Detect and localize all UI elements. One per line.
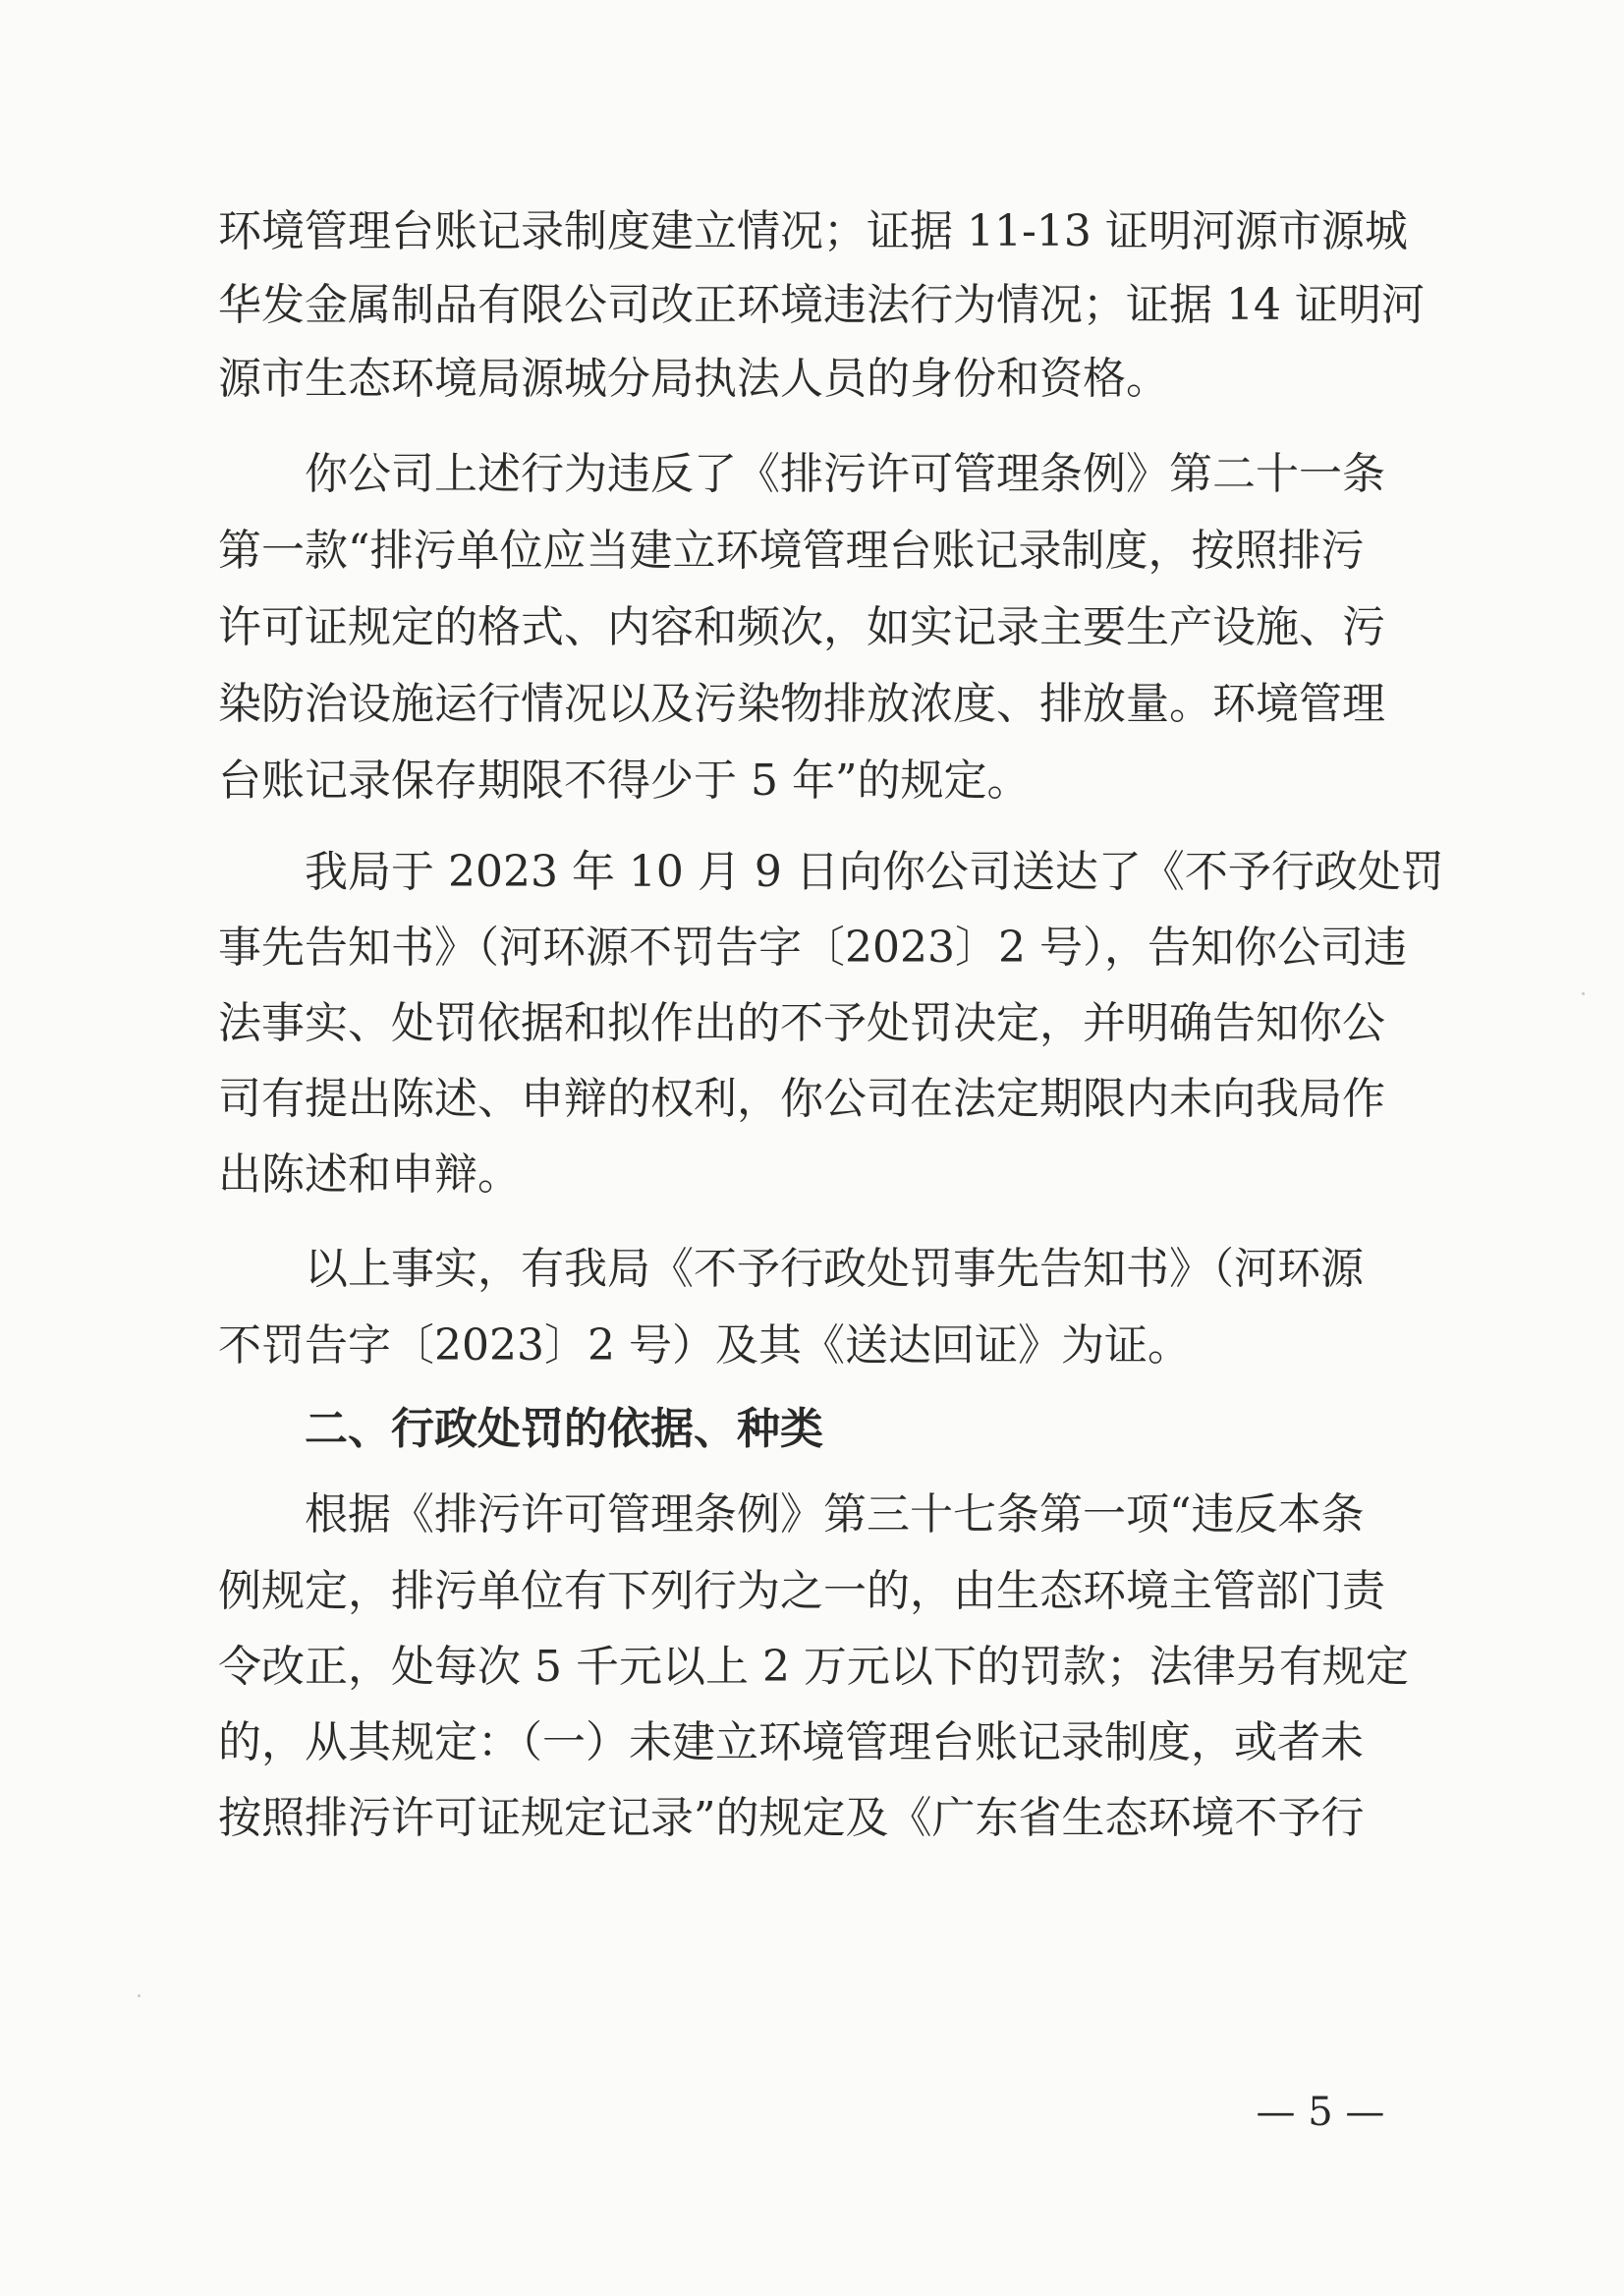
text-line: 的，从其规定：（一）未建立环境管理台账记录制度，或者未 bbox=[218, 1717, 1364, 1767]
text-line: 源市生态环境局源城分局执法人员的身份和资格。 bbox=[218, 354, 1169, 404]
scan-speck bbox=[1582, 992, 1585, 995]
paragraph-first-line: 以上事实，有我局《不予行政处罚事先告知书》（河环源 bbox=[305, 1244, 1364, 1294]
text-line: 出陈述和申辩。 bbox=[218, 1149, 521, 1200]
text-line: 环境管理台账记录制度建立情况；证据 11-13 证明河源市源城 bbox=[218, 206, 1408, 256]
text-line: 例规定，排污单位有下列行为之一的，由生态环境主管部门责 bbox=[218, 1566, 1385, 1616]
text-line: 令改正，处每次 5 千元以上 2 万元以下的罚款；法律另有规定 bbox=[218, 1642, 1409, 1692]
text-line: 华发金属制品有限公司改正环境违法行为情况；证据 14 证明河 bbox=[218, 280, 1425, 330]
text-line: 第一款“排污单位应当建立环境管理台账记录制度，按照排污 bbox=[218, 526, 1365, 576]
text-line: 法事实、处罚依据和拟作出的不予处罚决定，并明确告知你公 bbox=[218, 998, 1385, 1048]
text-line: 许可证规定的格式、内容和频次，如实记录主要生产设施、污 bbox=[218, 602, 1385, 652]
text-line: 染防治设施运行情况以及污染物排放浓度、排放量。环境管理 bbox=[218, 679, 1385, 729]
text-line: 事先告知书》（河环源不罚告字〔2023〕2 号），告知你公司违 bbox=[218, 923, 1407, 973]
paragraph-first-line: 根据《排污许可管理条例》第三十七条第一项“违反本条 bbox=[305, 1489, 1365, 1540]
paragraph-first-line: 你公司上述行为违反了《排污许可管理条例》第二十一条 bbox=[305, 449, 1385, 499]
text-line: 台账记录保存期限不得少于 5 年”的规定。 bbox=[218, 756, 1031, 806]
scan-speck bbox=[138, 1994, 140, 1997]
text-line: 司有提出陈述、申辩的权利，你公司在法定期限内未向我局作 bbox=[218, 1074, 1385, 1124]
text-line: 按照排污许可证规定记录”的规定及《广东省生态环境不予行 bbox=[218, 1793, 1365, 1843]
section-heading: 二、行政处罚的依据、种类 bbox=[305, 1404, 823, 1454]
page-number: — 5 — bbox=[1256, 2090, 1385, 2135]
paragraph-first-line: 我局于 2023 年 10 月 9 日向你公司送达了《不予行政处罚 bbox=[305, 847, 1444, 897]
text-line: 不罚告字〔2023〕2 号）及其《送达回证》为证。 bbox=[218, 1320, 1191, 1371]
